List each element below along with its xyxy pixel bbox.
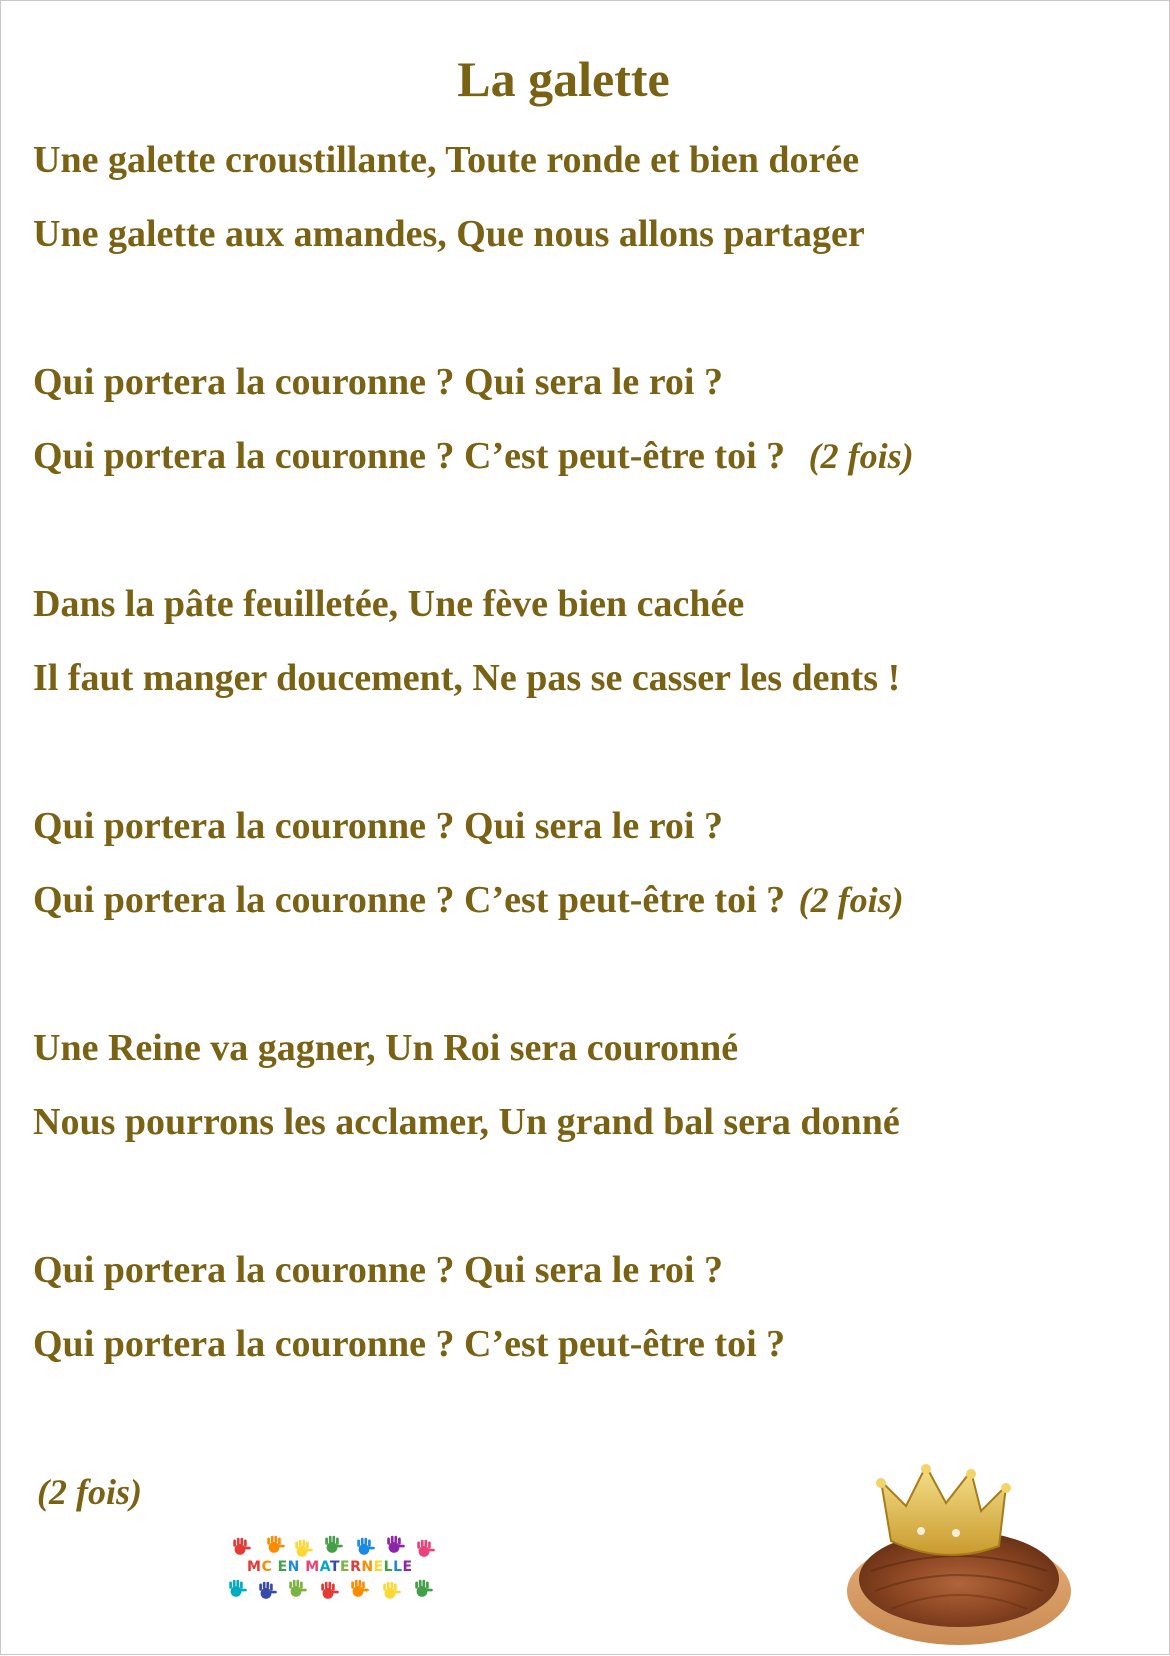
lyric-line <box>33 655 900 701</box>
lyric-line <box>33 1099 900 1145</box>
hand-icon <box>321 1582 339 1599</box>
hand-icon <box>295 1540 313 1557</box>
hand-icon <box>357 1538 375 1555</box>
lyric-text: Qui portera la couronne ? Qui sera le roi ? <box>33 361 723 403</box>
hand-icon <box>417 1540 435 1557</box>
lyric-line <box>33 1025 738 1071</box>
hand-icon <box>415 1580 433 1597</box>
hand-icon <box>351 1580 369 1597</box>
lyric-text: Qui portera la couronne ? Qui sera le roi ? <box>33 805 723 847</box>
lyric-text: Il faut manger doucement, Ne pas se casser les dents ! <box>33 657 901 699</box>
lyric-text: Qui portera la couronne ? C’est peut-être toi ? <box>33 879 786 921</box>
hands-logo-icon <box>223 1533 443 1603</box>
repeat-note: (2 fois) <box>808 436 914 476</box>
final-repeat-note: (2 fois) <box>37 1472 142 1512</box>
hand-icon <box>229 1580 247 1597</box>
repeat-note: (2 fois) <box>798 880 904 920</box>
lyric-text: Qui portera la couronne ? Qui sera le roi ? <box>33 1249 723 1291</box>
lyric-text: Qui portera la couronne ? C’est peut-être toi ? <box>33 435 786 477</box>
hand-icon <box>289 1580 307 1597</box>
lyric-line <box>33 581 744 627</box>
lyric-line <box>33 1247 723 1293</box>
lyric-line <box>33 803 723 849</box>
hand-icon <box>233 1538 251 1555</box>
lyric-text: Dans la pâte feuilletée, Une fève bien cachée <box>33 583 745 625</box>
hand-icon <box>325 1536 343 1553</box>
hand-icon <box>259 1582 277 1599</box>
lyric-line <box>33 359 723 405</box>
lyric-text: Nous pourrons les acclamer, Un grand bal sera donné <box>33 1101 900 1143</box>
lyric-text: Qui portera la couronne ? C’est peut-être toi ? <box>33 1323 786 1365</box>
hand-icon <box>383 1582 401 1599</box>
galette-crown-icon <box>841 1441 1081 1651</box>
lyric-text: Une Reine va gagner, Un Roi sera couronné <box>33 1027 739 1069</box>
hand-icon <box>267 1536 285 1553</box>
lyric-text: Une galette aux amandes, Que nous allons partager <box>33 213 865 255</box>
lyric-line <box>33 433 914 479</box>
lyric-line <box>33 211 865 257</box>
page-title: La galette <box>457 51 670 107</box>
lyric-line <box>33 877 904 923</box>
lyric-line <box>33 1321 785 1367</box>
lyric-line <box>33 137 859 183</box>
lyric-text: Une galette croustillante, Toute ronde et bien dorée <box>33 139 860 181</box>
logo-text: MC EN MATERNELLE <box>247 1559 413 1575</box>
hand-icon <box>387 1536 405 1553</box>
